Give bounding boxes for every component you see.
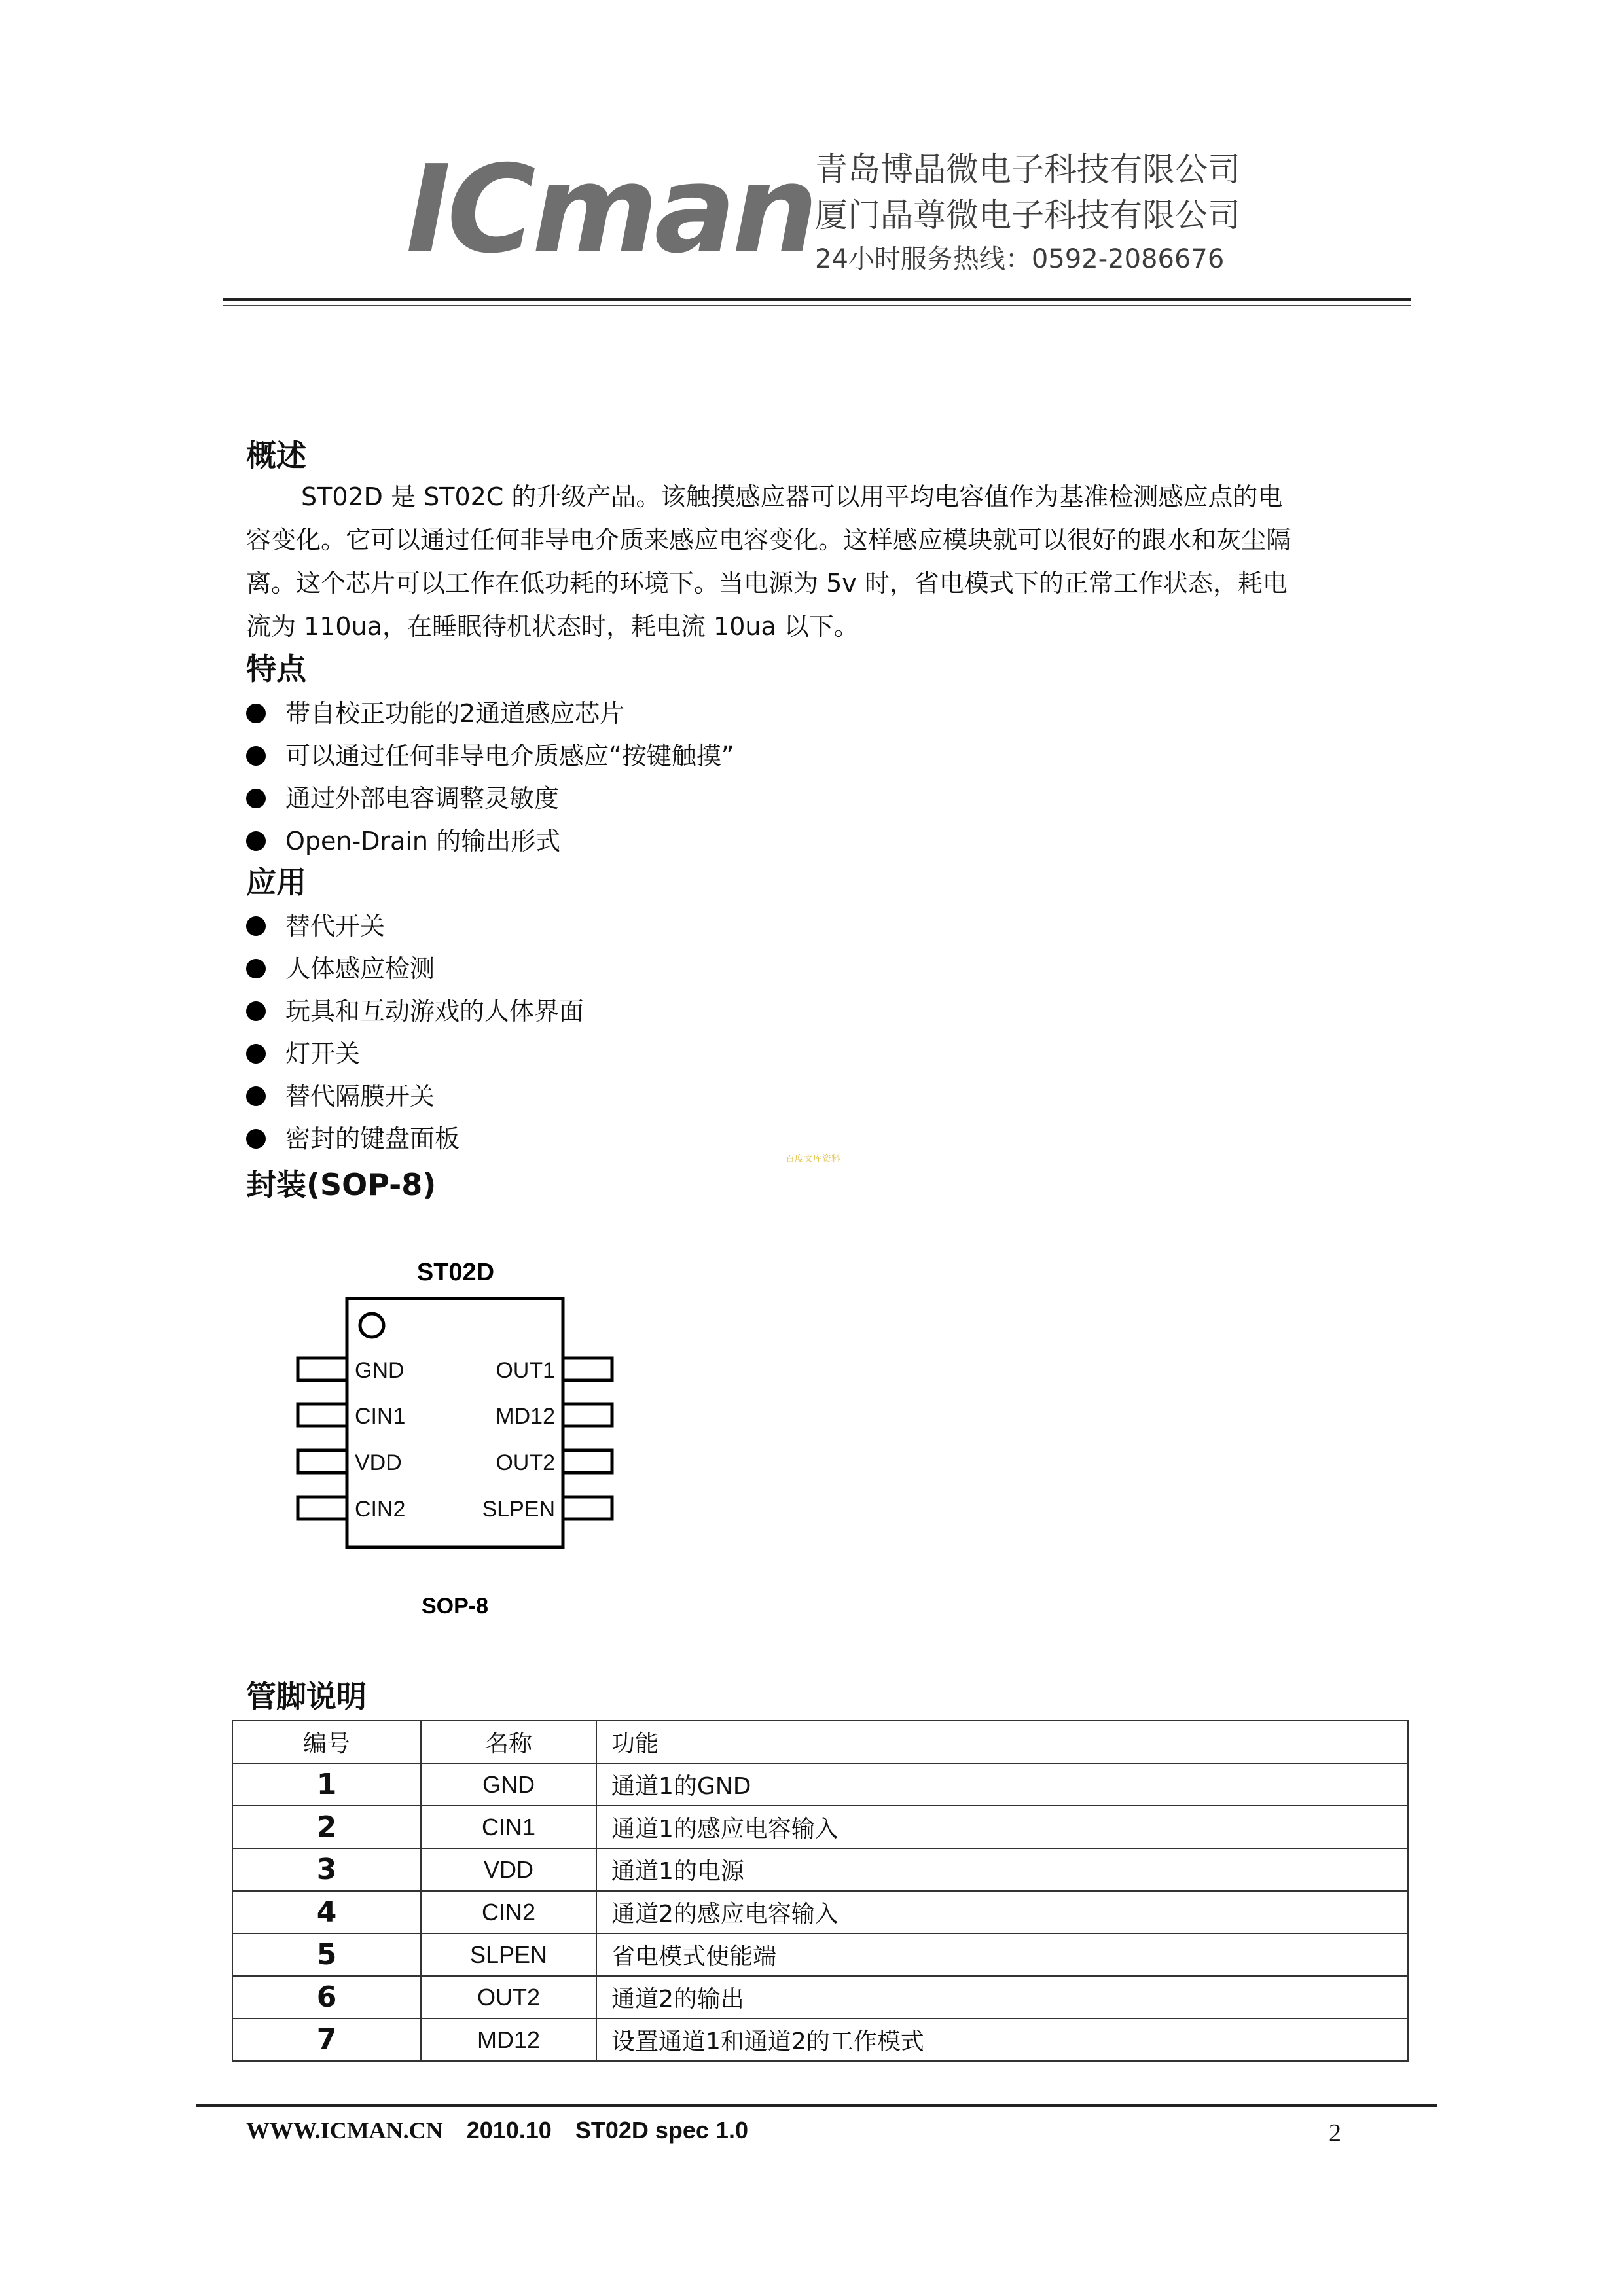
footer-spec-version: ST02D spec 1.0 [575,2117,748,2144]
pin-description-table [232,1720,1409,2062]
overview-paragraph [246,475,1398,648]
bullet-icon [246,959,266,978]
table-row [232,1976,1408,2018]
company-name-xiamen: 厦门晶尊微电子科技有限公司 [815,196,1240,234]
package-type-label: SOP-8 [421,1594,489,1619]
features-heading: 特点 [246,651,306,687]
left-pin-lead [298,1404,347,1426]
pin-name: OUT2 [421,1976,596,2018]
pin-label-out1: OUT1 [496,1358,555,1383]
bullet-icon [246,704,266,723]
overview-line-2: 容变化。它可以通过任何非导电介质来感应电容变化。这样感应模块就可以很好的跟水和灰尘隔 [246,526,1291,554]
col-header-function: 功能 [596,1721,1408,1763]
pin-label-vdd: VDD [355,1450,402,1475]
col-header-number: 编号 [232,1721,421,1763]
chip-name-label: ST02D [416,1259,495,1286]
pin-label-cin2: CIN2 [355,1497,406,1522]
bullet-icon [246,789,266,808]
bullet-icon [246,1086,266,1106]
left-pin-lead [298,1450,347,1473]
table-row [232,2018,1408,2061]
pin-name: GND [421,1763,596,1806]
overview-line-3: 离。这个芯片可以工作在低功耗的环境下。当电源为 5v 时，省电模式下的正常工作状态，耗电 [246,569,1288,598]
feature-item: 带自校正功能的2通道感应芯片 [246,694,624,733]
pin-function: 通道2的感应电容输入 [596,1891,1408,1933]
bullet-icon [246,831,266,851]
applications-heading: 应用 [246,865,306,900]
col-header-name: 名称 [421,1721,596,1763]
pin-name: MD12 [421,2018,596,2061]
pin-function: 省电模式使能端 [596,1933,1408,1976]
right-pin-lead [563,1497,612,1519]
header-rule-thick [223,298,1411,301]
feature-item: 通过外部电容调整灵敏度 [246,779,559,818]
pin-label-slpen: SLPEN [482,1497,555,1522]
pin-table-heading: 管脚说明 [246,1679,367,1714]
pin-number: 6 [232,1976,421,2018]
right-pin-lead [563,1358,612,1380]
table-row [232,1848,1408,1891]
pin-name: SLPEN [421,1933,596,1976]
pin-function: 通道1的电源 [596,1848,1408,1891]
logo-text: ICman [406,139,814,280]
pin-label-gnd: GND [355,1358,405,1383]
table-row [232,1933,1408,1976]
application-item: 密封的键盘面板 [246,1119,460,1158]
bullet-icon [246,746,266,766]
bullet-icon [246,1044,266,1064]
pin-label-md12: MD12 [496,1404,555,1429]
overview-line-1: ST02D 是 ST02C 的升级产品。该触摸感应器可以用平均电容值作为基准检测感应点的电 [301,482,1283,511]
watermark-text: 百度文库资料 [785,1154,840,1164]
header-rule-thin [223,305,1411,306]
pin-function: 通道1的感应电容输入 [596,1806,1408,1848]
table-row [232,1806,1408,1848]
bullet-icon [246,1001,266,1021]
pin-name: CIN2 [421,1891,596,1933]
sop8-pinout-diagram [288,1244,628,1623]
table-row [232,1763,1408,1806]
application-item: 人体感应检测 [246,949,435,988]
footer-text [246,2115,748,2145]
pin-function: 通道2的输出 [596,1976,1408,2018]
application-item: 玩具和互动游戏的人体界面 [246,992,584,1031]
pin-label-out2: OUT2 [496,1450,555,1475]
pin-name: CIN1 [421,1806,596,1848]
pin-number: 4 [232,1891,421,1933]
overview-line-4: 流为 110ua，在睡眠待机状态时，耗电流 10ua 以下。 [246,612,859,641]
application-item: 替代开关 [246,906,385,946]
company-logo [406,134,812,285]
application-item: 替代隔膜开关 [246,1077,435,1116]
pin-number: 7 [232,2018,421,2061]
pin-function: 设置通道1和通道2的工作模式 [596,2018,1408,2061]
pin-label-cin1: CIN1 [355,1404,406,1429]
table-row [232,1891,1408,1933]
pin-number: 5 [232,1933,421,1976]
bullet-icon [246,916,266,936]
pin-number: 1 [232,1763,421,1806]
pin-number: 2 [232,1806,421,1848]
footer-rule [196,2104,1437,2107]
footer-website: WWW.ICMAN.CN [246,2117,443,2144]
package-heading: 封装(SOP-8) [246,1167,437,1202]
bullet-icon [246,1129,266,1149]
pin-number: 3 [232,1848,421,1891]
overview-heading: 概述 [246,438,306,473]
company-name-qingdao: 青岛博晶微电子科技有限公司 [815,151,1240,188]
left-pin-lead [298,1497,347,1519]
footer-date: 2010.10 [466,2117,552,2144]
feature-item: 可以通过任何非导电介质感应“按键触摸” [246,736,734,776]
right-pin-lead [563,1404,612,1426]
page-number: 2 [1329,2119,1341,2147]
pin-name: VDD [421,1848,596,1891]
table-header-row [232,1721,1408,1763]
pin-function: 通道1的GND [596,1763,1408,1806]
feature-item: Open-Drain 的输出形式 [246,821,560,861]
service-hotline: 24小时服务热线：0592-2086676 [815,244,1225,274]
right-pin-lead [563,1450,612,1473]
application-item: 灯开关 [246,1034,360,1073]
left-pin-lead [298,1358,347,1380]
